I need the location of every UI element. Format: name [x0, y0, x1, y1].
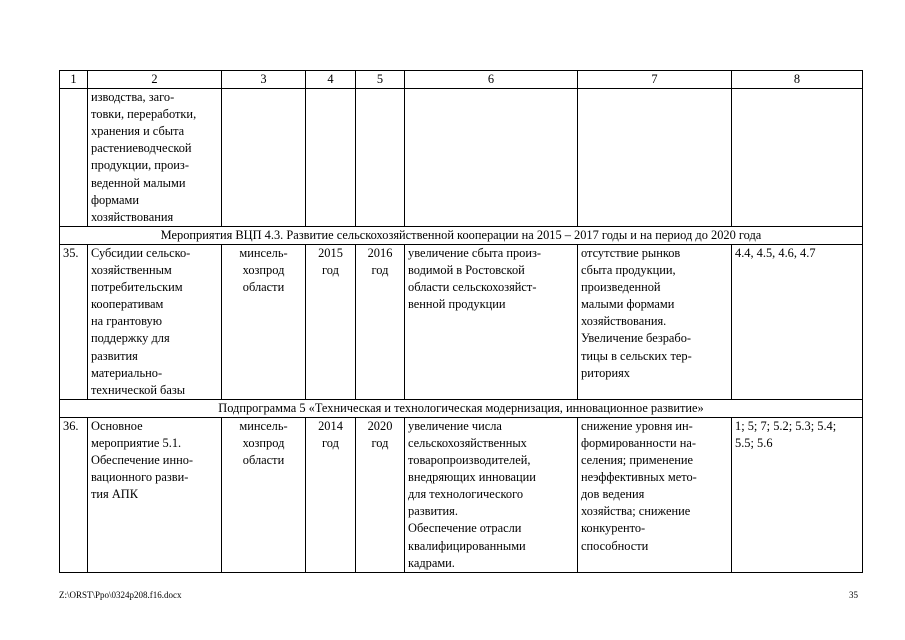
cell-links: 1; 5; 7; 5.2; 5.3; 5.4; 5.5; 5.6 [732, 417, 863, 572]
footer-page-number: 35 [849, 590, 858, 600]
table-row-continued [60, 89, 863, 227]
footer-file-path: Z:\ORST\Ppo\0324p208.f16.docx [59, 590, 182, 600]
section-heading: Подпрограмма 5 «Техническая и технологическая модернизация, инновационное развитие» [60, 399, 863, 417]
cell-end [356, 89, 405, 227]
column-header: 4 [306, 71, 356, 89]
measures-table [59, 70, 863, 573]
cell-name: Субсидии сельско- хозяйственным потребительским кооперативам на грантовую поддержку для развития материально- технической базы [88, 244, 222, 399]
cell-num: 36. [60, 417, 88, 572]
cell-executor: минсель- хозпрод области [222, 417, 306, 572]
cell-links [732, 89, 863, 227]
cell-consequences [578, 89, 732, 227]
cell-end: 2016 год [356, 244, 405, 399]
column-header: 6 [405, 71, 578, 89]
cell-executor: минсель- хозпрод области [222, 244, 306, 399]
cell-links: 4.4, 4.5, 4.6, 4.7 [732, 244, 863, 399]
cell-num: 35. [60, 244, 88, 399]
header-row [60, 71, 863, 89]
cell-start: 2014 год [306, 417, 356, 572]
cell-start [306, 89, 356, 227]
cell-consequences: снижение уровня ин- формированности на- селения; применение неэффективных мето- дов ведения хозяйства; снижение конкуренто- способности [578, 417, 732, 572]
table-row-36 [60, 417, 863, 572]
column-header: 7 [578, 71, 732, 89]
column-header: 8 [732, 71, 863, 89]
column-header: 1 [60, 71, 88, 89]
section-heading: Мероприятия ВЦП 4.3. Развитие сельскохозяйственной кооперации на 2015 – 2017 годы и на период до 2020 года [60, 226, 863, 244]
cell-result: увеличение числа сельскохозяйственных товаропроизводителей, внедряющих инновации для технологического развития. Обеспечение отрасли квалифицированными кадрами. [405, 417, 578, 572]
section-row-vcp-4-3 [60, 226, 863, 244]
column-header: 2 [88, 71, 222, 89]
cell-executor [222, 89, 306, 227]
section-row-subprogram-5 [60, 399, 863, 417]
column-header: 5 [356, 71, 405, 89]
cell-num [60, 89, 88, 227]
cell-consequences: отсутствие рынков сбыта продукции, произведенной малыми формами хозяйствования. Увеличение безрабо- тицы в сельских тер- риториях [578, 244, 732, 399]
cell-end: 2020 год [356, 417, 405, 572]
table-row-35 [60, 244, 863, 399]
cell-name: Основное мероприятие 5.1. Обеспечение инно- вационного разви- тия АПК [88, 417, 222, 572]
cell-start: 2015 год [306, 244, 356, 399]
cell-result [405, 89, 578, 227]
cell-name: изводства, заго- товки, переработки, хранения и сбыта растениеводческой продукции, произ- веденной малыми формами хозяйствования [88, 89, 222, 227]
cell-result: увеличение сбыта произ- водимой в Ростовской области сельскохозяйст- венной продукции [405, 244, 578, 399]
column-header: 3 [222, 71, 306, 89]
